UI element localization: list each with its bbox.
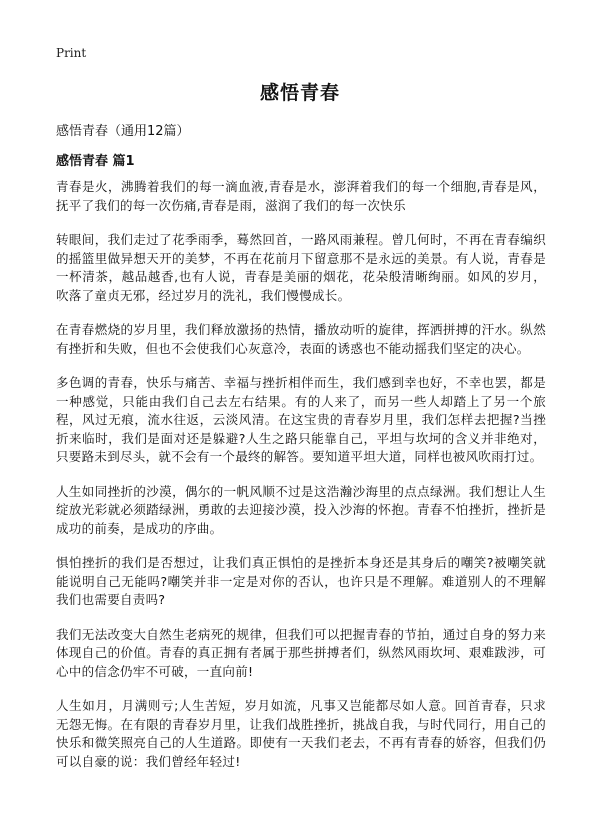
article-body [56,178,546,787]
print-link[interactable]: Print [56,46,87,60]
paragraph: 青春是火，沸腾着我们的每一滴血液,青春是水，澎湃着我们的每一个细胞,青春是风，抚平了我们的每一次伤痛,青春是雨，滋润了我们的每一次快乐 [56,179,546,213]
document-subtitle: 感悟青春（通用12篇） [56,124,190,139]
paragraph: 我们无法改变大自然生老病死的规律，但我们可以把握青春的节拍，通过自身的努力来体现自己的价值。青春的真正拥有者属于那些拼搏者们，纵然风雨坎坷、艰难跋涉，可心中的信念仍牢不可破，一直向前! [56,626,546,679]
page-title: 感悟青春 [259,82,340,104]
paragraph: 多色调的青春，快乐与痛苦、幸福与挫折相伴而生，我们感到幸也好，不幸也罢，都是一种感觉，只能由我们自己去左右结果。有的人来了，而另一些人却踏上了另一个旅程，风过无痕，流水往返，云淡风清。在这宝贵的青春岁月里，我们怎样去把握?当挫折来临时，我们是面对还是躲避?人生之路只能靠自己，平坦与坎坷的含义并非绝对，只要路未到尽头，就不会有一个最终的解答。要知道平坦大道，同样也被风吹雨打过。 [56,375,546,464]
section-heading: 感悟青春 篇1 [56,154,135,169]
paragraph: 惧怕挫折的我们是否想过，让我们真正惧怕的是挫折本身还是其身后的嘲笑?被嘲笑就能说明自己无能吗?嘲笑并非一定是对你的否认，也许只是不理解。难道别人的不理解我们也需要自责吗? [56,555,546,607]
paragraph: 人生如同挫折的沙漠，偶尔的一帆风顺不过是这浩瀚沙海里的点点绿洲。我们想让人生绽放光彩就必须踏绿洲，勇敢的去迎接沙漠，投入沙海的怀抱。青春不怕挫折，挫折是成功的前奏，是成功的序曲。 [56,483,546,536]
paragraph: 转眼间，我们走过了花季雨季，蓦然回首，一路风雨兼程。曾几何时，不再在青春编织的摇篮里做异想天开的美梦，不再在花前月下留意那不是永远的美景。有人说，青春是一杯清茶，越品越香,也有人说，青春是美丽的烟花，花朵般清晰绚丽。如风的岁月，吹落了童贞无邪，经过岁月的洗礼，我们慢慢成长。 [56,232,546,303]
paragraph: 人生如月，月满则亏;人生苦短，岁月如流，凡事又岂能都尽如人意。回首青春，只求无怨无悔。在有限的青春岁月里，让我们战胜挫折，挑战自我，与时代同行，用自己的快乐和微笑照亮自己的人生道路。即使有一天我们老去，不再有青春的娇容，但我们仍可以自豪的说：我们曾经年轻过! [56,698,546,769]
paragraph: 在青春燃烧的岁月里，我们释放激扬的热情，播放动听的旋律，挥洒拼搏的汗水。纵然有挫折和失败，但也不会使我们心灰意冷，表面的诱惑也不能动摇我们坚定的决心。 [56,322,546,356]
